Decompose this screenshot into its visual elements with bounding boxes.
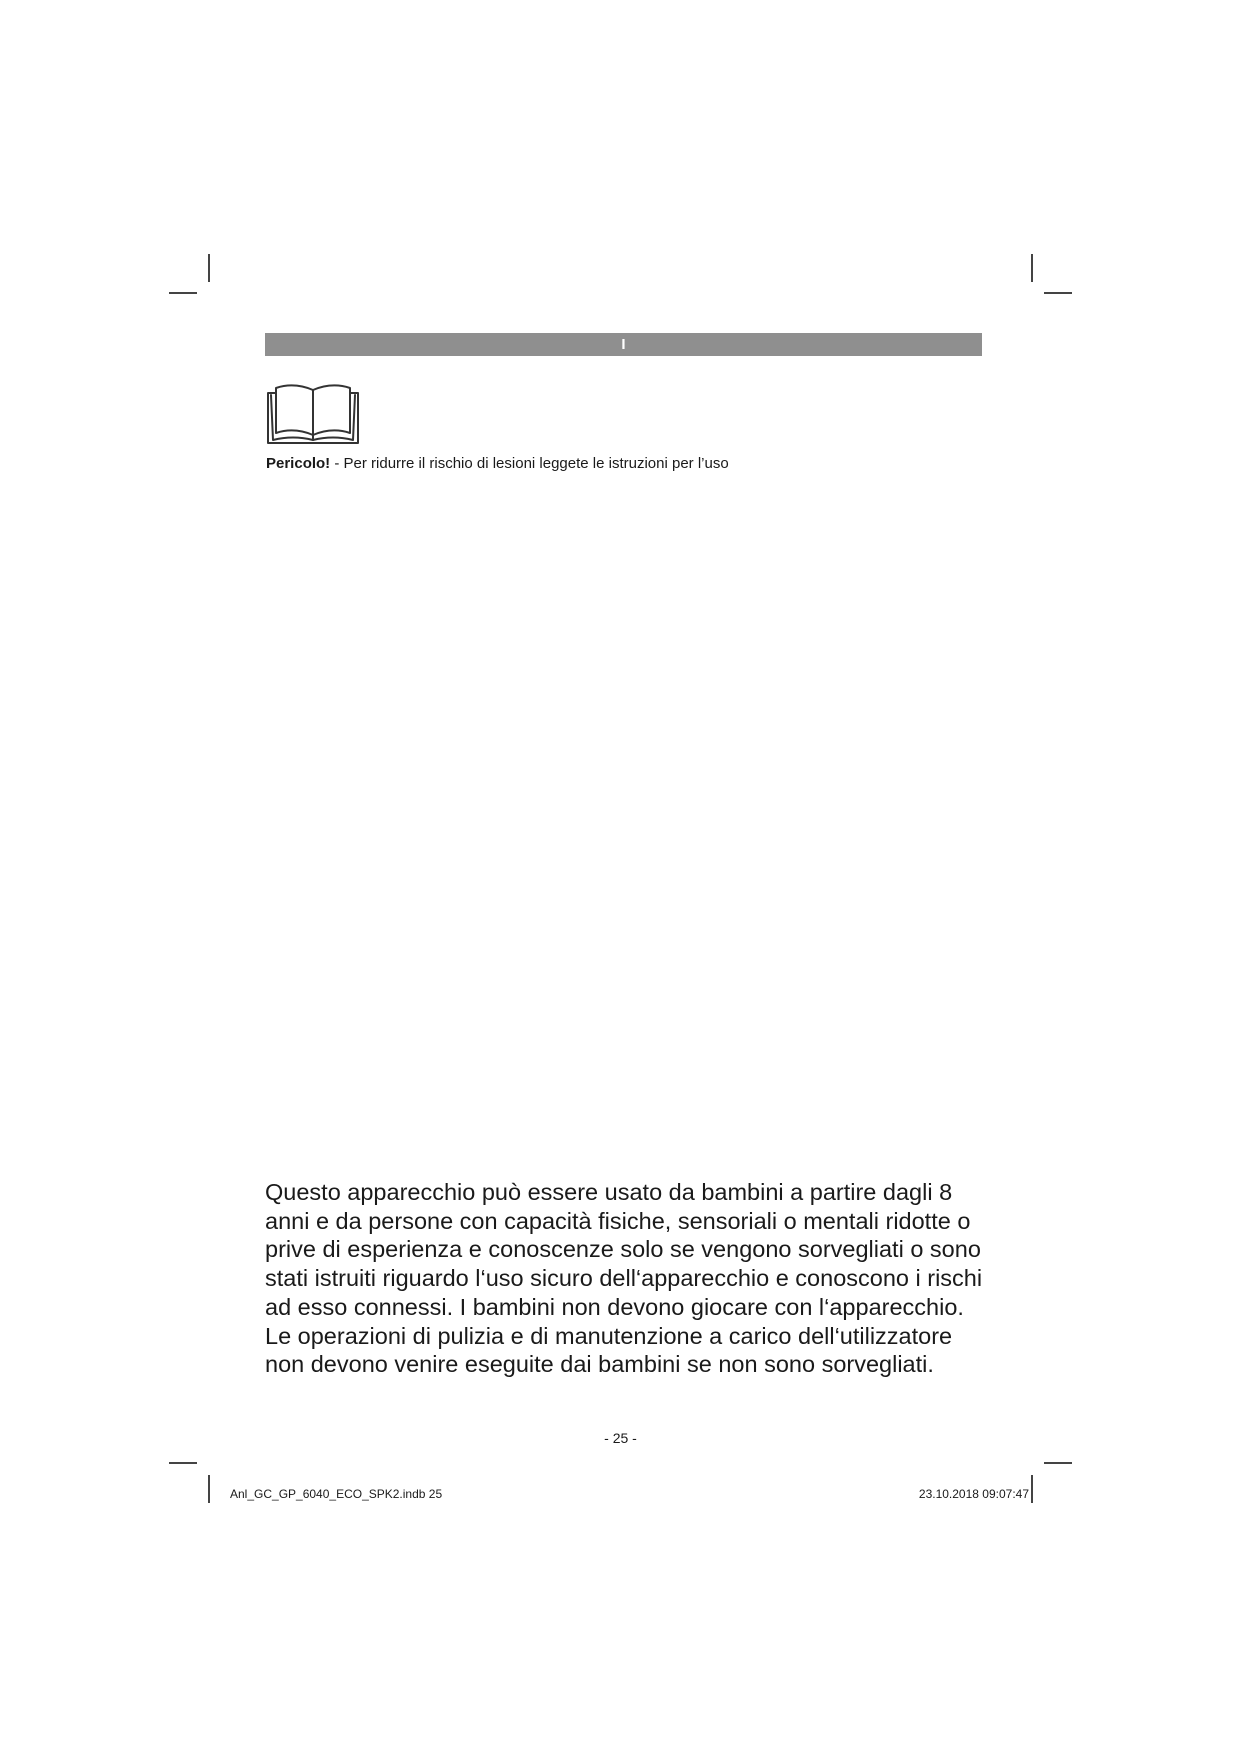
child-safety-paragraph	[265, 1178, 1005, 1379]
language-marker: I	[621, 336, 626, 353]
crop-mark-top-right-vertical	[1031, 254, 1033, 282]
crop-mark-bottom-left-horizontal	[169, 1462, 197, 1464]
crop-mark-top-right-horizontal	[1044, 292, 1072, 294]
open-book-icon	[266, 380, 360, 446]
paragraph-line: anni e da persone con capacità fisiche, sensoriali o mentali ridotte o	[265, 1207, 971, 1234]
page-number: - 25 -	[604, 1430, 637, 1446]
paragraph-line: Le operazioni di pulizia e di manutenzione a carico dell‘utilizzatore	[265, 1322, 953, 1349]
warning-text: - Per ridurre il rischio di lesioni leggete le istruzioni per l’uso	[330, 455, 729, 472]
crop-mark-bottom-left-vertical	[208, 1475, 210, 1503]
paragraph-line: ad esso connessi. I bambini non devono giocare con l‘apparecchio.	[265, 1293, 964, 1320]
paragraph-line: stati istruiti riguardo l‘uso sicuro dell‘apparecchio e conoscono i rischi	[265, 1265, 983, 1292]
footer-file-name: Anl_GC_GP_6040_ECO_SPK2.indb 25	[230, 1487, 443, 1501]
paragraph-line: prive di esperienza e conoscenze solo se vengono sorvegliati o sono	[265, 1236, 981, 1263]
language-header-bar	[265, 333, 982, 356]
warning-label: Pericolo!	[266, 455, 331, 472]
danger-warning	[266, 455, 729, 473]
footer-timestamp: 23.10.2018 09:07:47	[918, 1487, 1029, 1501]
crop-mark-bottom-right-horizontal	[1044, 1462, 1072, 1464]
crop-mark-bottom-right-vertical	[1031, 1475, 1033, 1503]
crop-mark-top-left-horizontal	[169, 292, 197, 294]
paragraph-line: Questo apparecchio può essere usato da bambini a partire dagli 8	[265, 1179, 953, 1205]
crop-mark-top-left-vertical	[208, 254, 210, 282]
paragraph-line: non devono venire eseguite dai bambini se non sono sorvegliati.	[265, 1351, 934, 1378]
